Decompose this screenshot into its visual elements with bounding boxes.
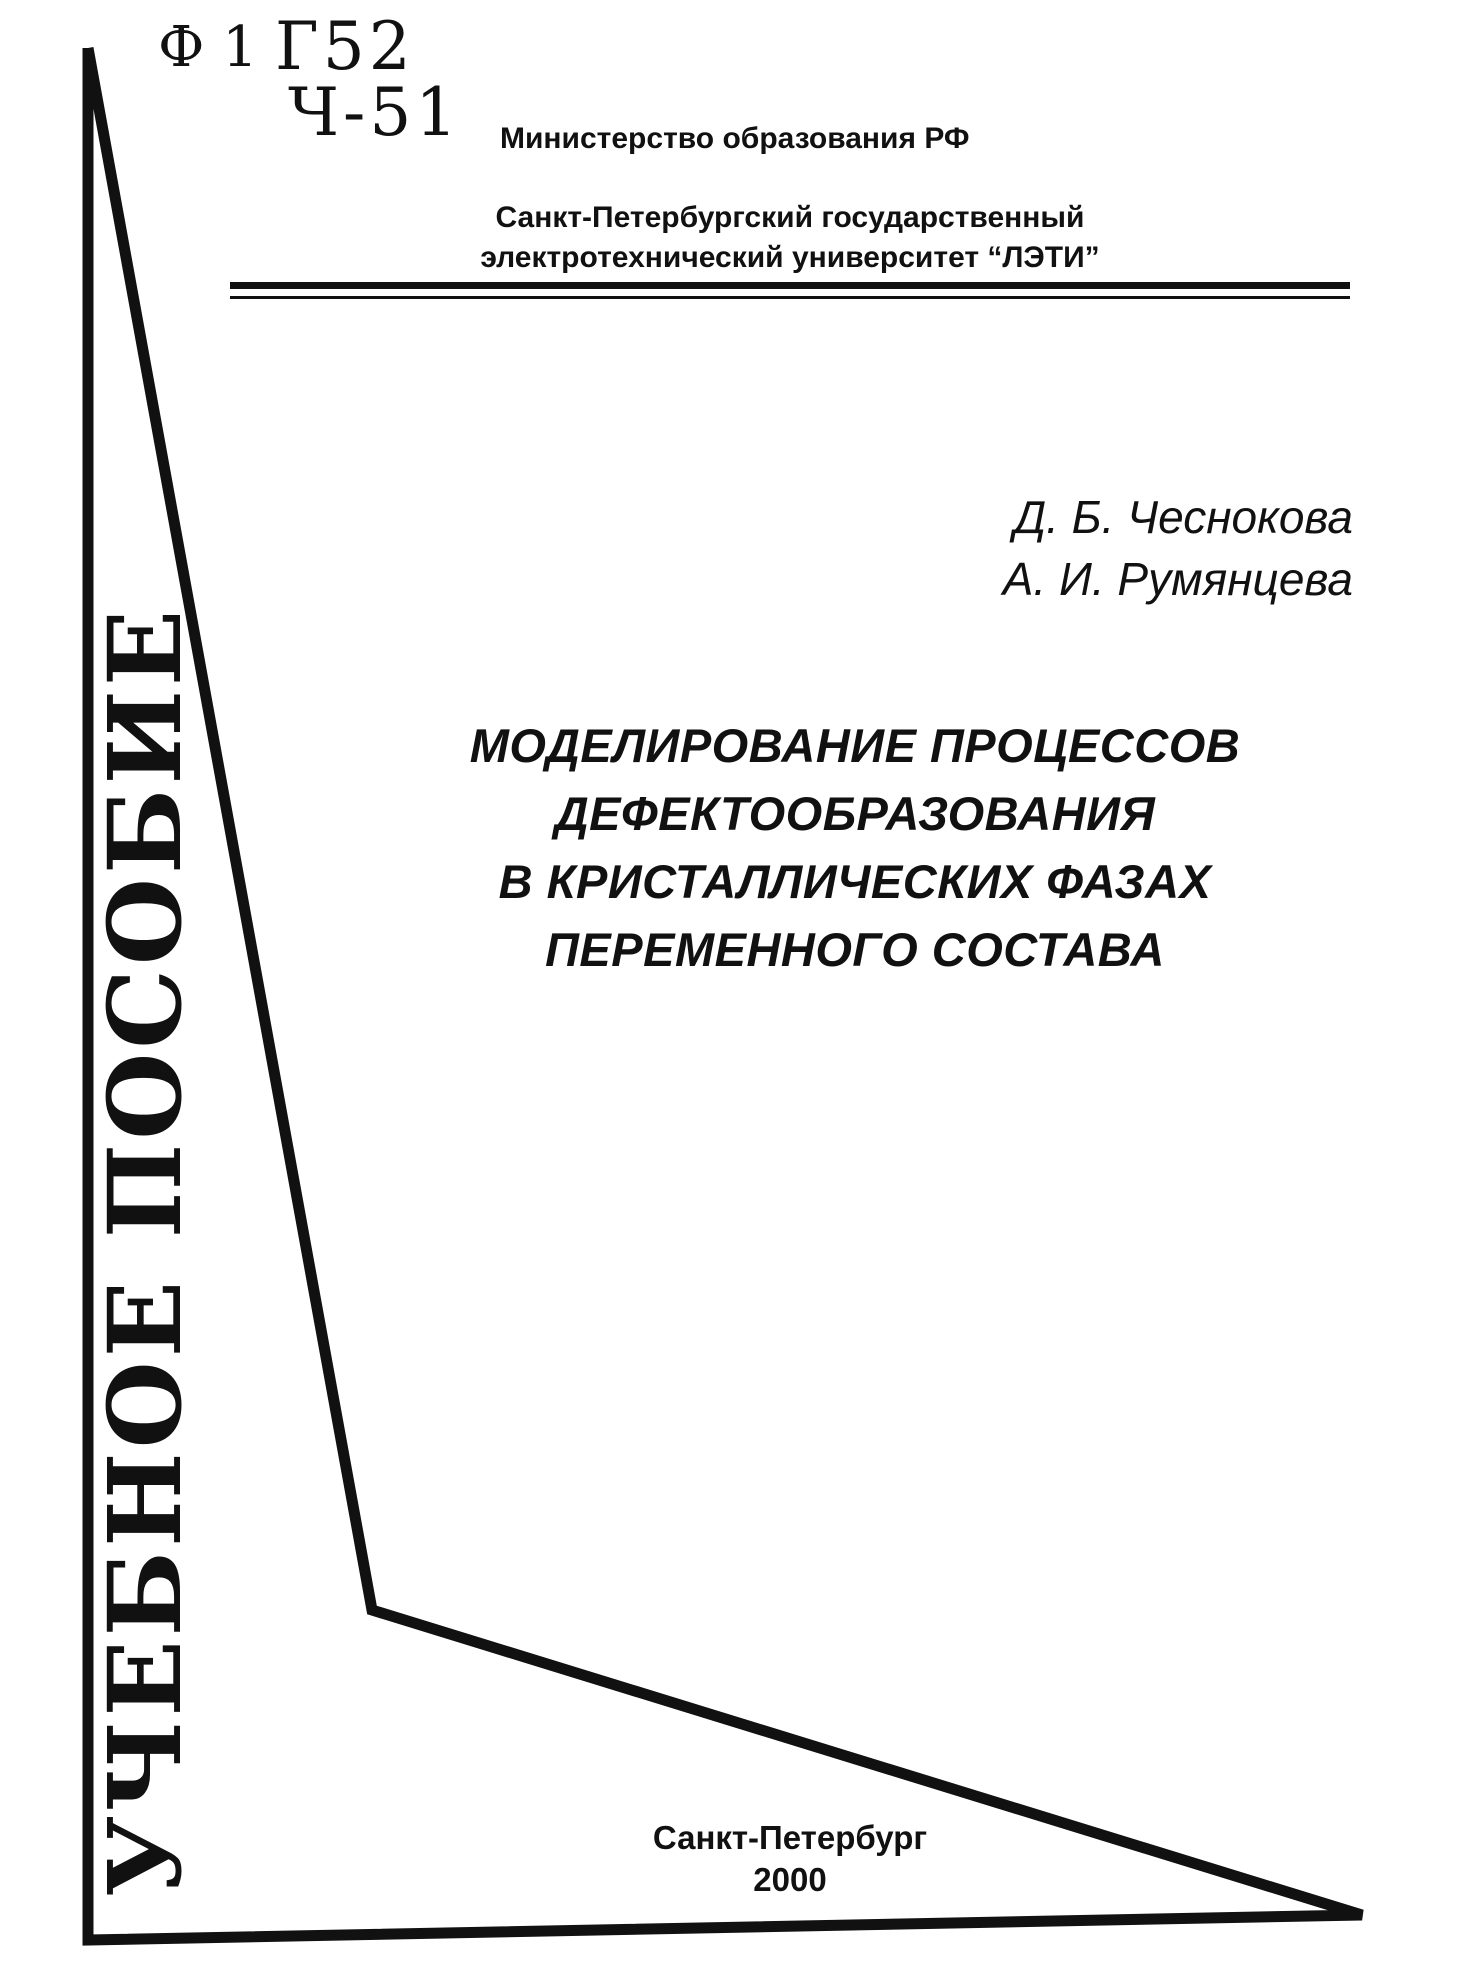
handwritten-mark-1: Ф 1: [158, 15, 258, 80]
university-line-2: электротехнический университет “ЛЭТИ”: [480, 241, 1100, 274]
title-line-3: В КРИСТАЛЛИЧЕСКИХ ФАЗАХ: [498, 855, 1212, 908]
university-name: [410, 198, 1170, 278]
series-label-wrap: [86, 605, 204, 1897]
title-line-1: МОДЕЛИРОВАНИЕ ПРОЦЕССОВ: [469, 719, 1241, 772]
author-2: А. И. Румянцева: [1002, 553, 1353, 605]
imprint: [630, 1817, 950, 1901]
header-rule-thin: [230, 296, 1350, 299]
authors: [1003, 486, 1353, 610]
title-line-4: ПЕРЕМЕННОГО СОСТАВА: [545, 923, 1165, 976]
title-line-2: ДЕФЕКТООБРАЗОВАНИЯ: [554, 787, 1156, 840]
ministry-name: Министерство образования РФ: [500, 122, 970, 155]
imprint-city: Санкт-Петербург: [652, 1819, 928, 1856]
university-line-1: Санкт-Петербургский государственный: [495, 201, 1085, 234]
author-1: Д. Б. Чеснокова: [1013, 491, 1353, 543]
book-title: [390, 712, 1320, 984]
imprint-year: 2000: [753, 1861, 827, 1898]
header-rule-thick: [230, 282, 1350, 289]
cover-frame-outline: [88, 48, 1362, 1940]
handwritten-mark-2: Г52: [275, 8, 415, 85]
handwritten-mark-3: Ч-51: [288, 74, 462, 151]
series-label: УЧЕБНОЕ ПОСОБИЕ: [86, 605, 204, 1897]
